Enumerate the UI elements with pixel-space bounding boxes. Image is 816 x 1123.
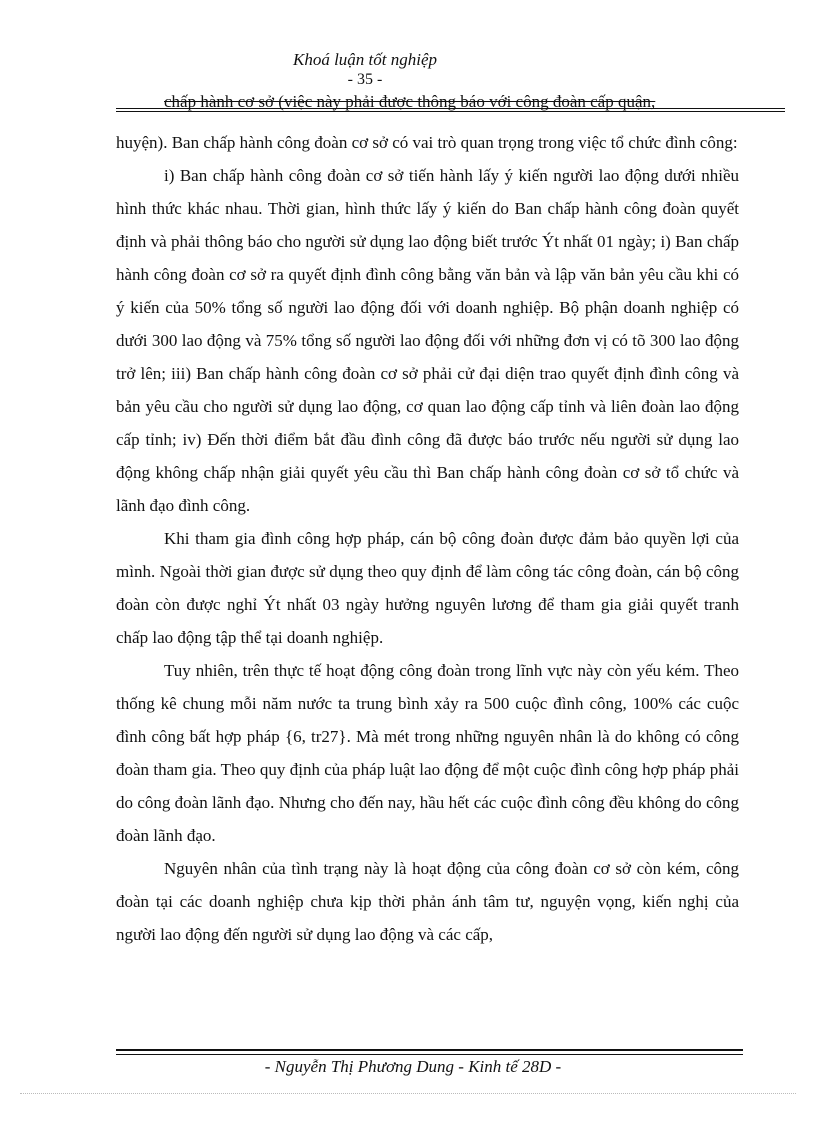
page-edge-divider: [20, 1093, 796, 1094]
body-text: [116, 126, 739, 951]
paragraph-3: Khi tham gia đình công hợp pháp, cán bộ công đoàn được đảm bảo quyền lợi của mình. Ngoài thời gian được sử dụng theo quy định để làm công tác công đoàn, cán bộ công đoàn còn được nghỉ Ýt nhất 03 ngày hưởng nguyên lương để tham gia giải quyết tranh chấp lao động tập thể tại doanh nghiệp.: [116, 529, 739, 647]
paragraph-5: Nguyên nhân của tình trạng này là hoạt động của công đoàn cơ sở còn kém, công đoàn tại các doanh nghiệp chưa kịp thời phản ánh tâm tư, nguyện vọng, kiến nghị của người lao động đến người sử dụng lao động và các cấp,: [116, 859, 739, 944]
paragraph-2: i) Ban chấp hành công đoàn cơ sở tiến hành lấy ý kiến người lao động dưới nhiều hình thức khác nhau. Thời gian, hình thức lấy ý kiến do Ban chấp hành công đoàn quyết định và phải thông báo cho người sử dụng lao động biết trước Ýt nhất 01 ngày; i) Ban chấp hành công đoàn cơ sở ra quyết định đình công bằng văn bản và lập văn bản yêu cầu khi có ý kiến của 50% tổng số người lao động đối với doanh nghiệp. Bộ phận doanh nghiệp có dưới 300 lao động và 75% tổng số người lao động đối với những đơn vị có tõ 300 lao động trở lên; iii) Ban chấp hành công đoàn cơ sở phải cử đại diện trao quyết định đình công và bản yêu cầu cho người sử dụng lao động, cơ quan lao động cấp tỉnh và liên đoàn lao động cấp tỉnh; iv) Đến thời điểm bắt đầu đình công đã được báo trước nếu người sử dụng lao động không chấp nhận giải quyết yêu cầu thì Ban chấp hành công đoàn cơ sở tổ chức và lãnh đạo đình công.: [116, 166, 739, 515]
header-title: Khoá luận tốt nghiệp: [292, 50, 438, 69]
paragraph-4: Tuy nhiên, trên thực tế hoạt động công đoàn trong lĩnh vực này còn yếu kém. Theo thống kê chung mỗi năm nước ta trung bình xảy ra 500 cuộc đình công, 100% các cuộc đình công bất hợp pháp {6, tr27}. Mà mét trong những nguyên nhân là do không có công đoàn tham gia. Theo quy định của pháp luật lao động để một cuộc đình công hợp pháp phải do công đoàn lãnh đạo. Nhưng cho đến nay, hầu hết các cuộc đình công đều không do công đoàn lãnh đạo.: [116, 661, 739, 845]
footer-text: - Nguyễn Thị Phương Dung - Kinh tế 28D -: [264, 1057, 562, 1076]
paragraph-1: huyện). Ban chấp hành công đoàn cơ sở có vai trò quan trọng trong việc tổ chức đình công:: [116, 133, 738, 152]
page-number: - 35 -: [347, 71, 383, 88]
first-line-text: chấp hành cơ sở (việc này phải được thông báo với công đoàn cấp quận,: [164, 92, 656, 111]
header-rule: [116, 108, 785, 112]
footer-rule: [116, 1049, 743, 1055]
